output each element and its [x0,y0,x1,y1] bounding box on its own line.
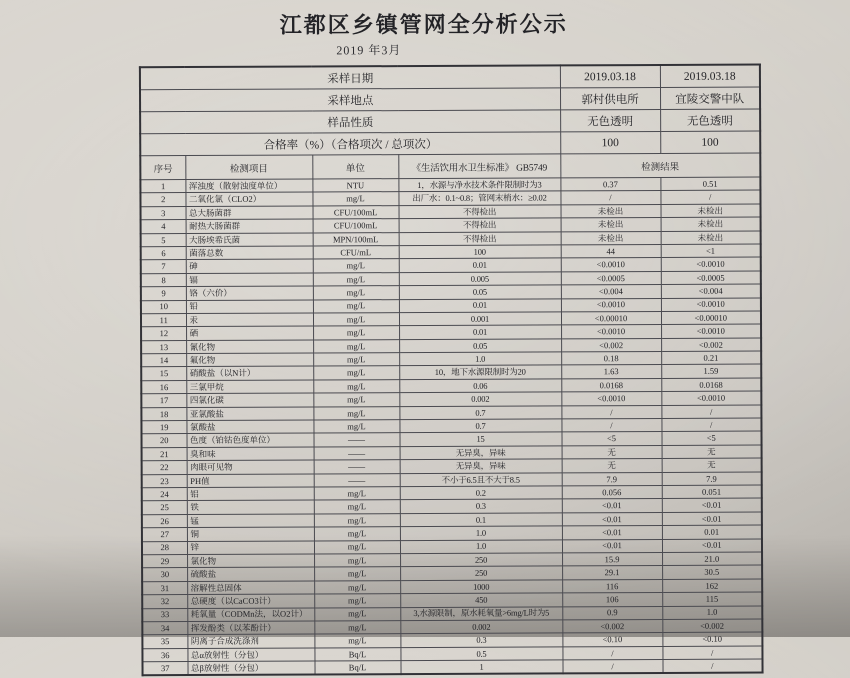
document-title: 江都区乡镇管网全分析公示 [279,11,568,38]
row-no: 10 [141,300,186,314]
info-label: 样品性质 [140,110,560,134]
unit-value: NTU [312,179,398,193]
standard-value: 1，水源与净水技术条件限制时为3 [398,178,560,192]
unit-value: mg/L [314,487,400,501]
row-no: 13 [141,340,186,354]
standard-value: 0.01 [399,325,561,339]
result-value-2: 未检出 [661,231,761,245]
document-subtitle: 2019 年3月 [336,43,402,58]
standard-value: 0.01 [399,258,561,272]
result-value-1: <0.01 [562,499,662,513]
info-value-1: 无色透明 [560,109,660,131]
standard-value: 250 [400,553,562,567]
standard-value: 100 [399,245,561,259]
row-no: 16 [141,380,186,394]
result-value-1: <0.002 [561,338,661,352]
row-no: 12 [141,327,186,341]
item-name: 溶解性总固体 [187,581,314,595]
standard-value: 0.3 [400,499,562,513]
standard-value: 0.01 [399,298,561,312]
row-no: 34 [142,621,187,635]
analysis-table-body [140,177,762,676]
unit-value: MPN/100mL [313,232,399,246]
info-row-sample-date [140,65,760,90]
result-value-1: <0.0010 [561,258,661,272]
unit-value: —— [314,460,400,474]
row-no: 36 [142,648,187,662]
item-name: 三氯甲烷 [186,380,313,394]
standard-value: 0.1 [400,513,562,527]
result-value-1: / [560,191,660,205]
info-value-2: 无色透明 [660,109,760,131]
result-value-1: 106 [562,593,662,607]
info-value-2: 2019.03.18 [660,65,760,88]
result-value-1: <0.00010 [561,311,661,325]
item-name: 氯酸盐 [186,420,313,434]
item-name: 铝 [187,487,314,501]
unit-value: Bq/L [314,661,400,675]
row-no: 8 [141,273,186,287]
result-value-1: <5 [561,432,661,446]
item-name: 肉眼可见物 [187,460,314,474]
item-name: 硝酸盐（以N计） [186,366,313,380]
unit-value: mg/L [313,272,399,286]
result-value-2: 21.0 [662,552,762,566]
info-row-pass-rate [140,131,760,156]
item-name: 亚氯酸盐 [186,407,313,421]
result-value-1: <0.002 [562,619,662,633]
result-value-1: 0.37 [560,177,660,191]
result-value-2: / [661,405,761,419]
result-value-1: / [561,419,661,433]
item-name: 四氯化碳 [186,393,313,407]
item-name: 臭和味 [187,447,314,461]
result-value-1: <0.01 [562,512,662,526]
result-value-2: <0.002 [661,338,761,352]
result-value-2: 0.01 [662,525,762,539]
result-value-2: 0.051 [662,485,762,499]
item-name: 总大肠菌群 [186,206,313,220]
result-value-1: 0.056 [562,485,662,499]
item-name: 砷 [186,259,313,273]
result-value-2: <0.01 [662,512,762,526]
unit-value: mg/L [314,634,400,648]
standard-value: 0.05 [399,285,561,299]
unit-value: mg/L [314,500,400,514]
unit-value: mg/L [313,353,399,367]
item-name: 铅 [186,300,313,314]
row-no: 26 [142,514,187,528]
unit-value: mg/L [313,299,399,313]
unit-value: CFU/mL [313,246,399,260]
unit-value: mg/L [314,580,400,594]
result-value-2: <0.00010 [661,311,761,325]
standard-value: 250 [400,566,562,580]
standard-value: 不得检出 [399,205,561,219]
standard-value: 无异臭，异味 [400,459,562,473]
row-no: 31 [142,581,187,595]
result-value-1: <0.01 [562,526,662,540]
row-no: 22 [142,461,187,475]
result-value-1: 无 [562,459,662,473]
row-no: 23 [142,474,187,488]
standard-value: 不得检出 [399,218,561,232]
standard-value: 0.3 [400,633,562,647]
unit-value: —— [314,433,400,447]
standard-value: 0.5 [400,647,562,661]
row-no: 33 [142,608,187,622]
unit-value: mg/L [314,621,400,635]
result-value-1: / [562,660,662,674]
row-no: 6 [141,246,186,260]
result-value-2: 162 [662,579,762,593]
row-no: 15 [141,367,186,381]
result-value-1: <0.0010 [561,298,661,312]
result-value-2: 1.0 [662,606,762,620]
row-no: 19 [141,421,186,435]
standard-value: 0.06 [399,379,561,393]
unit-value: —— [314,473,400,487]
result-value-2: / [661,418,761,432]
info-value-2: 100 [660,131,760,153]
result-value-1: 15.9 [562,552,662,566]
item-name: 铬（六价） [186,286,313,300]
result-value-2: 0.51 [660,177,760,191]
result-value-2: <0.0010 [661,324,761,338]
standard-value: 出厂水：0.1~0.8；管网末梢水：≥0.02 [398,191,560,205]
result-value-2: <0.01 [662,498,762,512]
result-value-1: 未检出 [561,218,661,232]
unit-value: —— [314,446,400,460]
standard-value: 3,水源限制，原水耗氧量>6mg/L时为5 [400,606,562,620]
info-value-1: 100 [560,131,660,153]
result-value-1: 1.63 [561,365,661,379]
row-no: 17 [141,394,186,408]
header-row [140,153,760,180]
result-value-1: 0.18 [561,352,661,366]
standard-value: 0.002 [400,620,562,634]
unit-value: mg/L [313,366,399,380]
standard-value: 无异臭，异味 [400,446,562,460]
result-value-2: 0.21 [661,351,761,365]
unit-value: Bq/L [314,647,400,661]
result-value-1: <0.01 [562,539,662,553]
row-no: 30 [142,568,187,582]
result-value-1: 无 [562,445,662,459]
row-no: 4 [141,220,186,234]
result-value-2: <0.0010 [661,391,761,405]
col-header-standard: 《生活饮用水卫生标准》 GB5749 [398,154,560,179]
standard-value: 10，地下水源限制时为20 [399,365,561,379]
standard-value: 1.0 [400,526,562,540]
item-name: 硫酸盐 [187,567,314,581]
result-value-2: <0.0010 [661,257,761,271]
item-name: 铜 [187,527,314,541]
row-no: 18 [141,407,186,421]
result-value-2: / [660,190,760,204]
standard-value: 1.0 [400,539,562,553]
result-value-2: 30.5 [662,565,762,579]
standard-value: 0.2 [400,486,562,500]
result-value-1: <0.0010 [561,392,661,406]
row-no: 27 [142,528,187,542]
info-row-sample-location [140,87,760,112]
unit-value: mg/L [314,513,400,527]
result-value-2: / [662,659,762,673]
standard-value: 0.005 [399,272,561,286]
result-value-2: <0.0005 [661,271,761,285]
result-value-1: 0.9 [562,606,662,620]
row-no: 7 [141,260,186,274]
standard-value: 0.7 [399,406,561,420]
standard-value: 0.7 [399,419,561,433]
col-header-unit: 单位 [312,155,398,179]
item-name: 氟化物 [186,353,313,367]
row-no: 11 [141,313,186,327]
result-value-1: / [562,646,662,660]
unit-value: mg/L [312,192,398,206]
item-name: 挥发酚类（以苯酚计） [187,621,314,635]
result-value-2: 115 [662,592,762,606]
row-no: 1 [140,180,185,194]
unit-value: mg/L [314,607,400,621]
info-value-2: 宜陵交警中队 [660,87,760,109]
standard-value: 不得检出 [399,231,561,245]
row-no: 3 [141,206,186,220]
result-value-2: 无 [662,458,762,472]
unit-value: CFU/100mL [313,205,399,219]
unit-value: mg/L [313,326,399,340]
item-name: 氯化物 [187,554,314,568]
item-name: 总硬度（以CaCO3计） [187,594,314,608]
item-name: 锰 [187,514,314,528]
result-value-1: / [561,405,661,419]
item-name: 菌落总数 [186,246,313,260]
result-value-1: 未检出 [561,204,661,218]
result-value-2: <0.10 [662,632,762,646]
row-no: 32 [142,595,187,609]
row-no: 2 [140,193,185,207]
row-no: 9 [141,287,186,301]
info-value-1: 郭村供电所 [560,87,660,109]
unit-value: mg/L [313,420,399,434]
unit-value: mg/L [313,339,399,353]
item-name: 镉 [186,273,313,287]
standard-value: 1.0 [399,352,561,366]
unit-value: CFU/100mL [313,219,399,233]
unit-value: mg/L [314,527,400,541]
info-row-sample-nature [140,109,760,134]
info-label: 采样日期 [140,65,560,89]
item-name: 浑浊度（散射浊度单位） [185,179,312,193]
result-value-1: 44 [561,244,661,258]
result-value-2: 1.59 [661,365,761,379]
item-name: 硒 [186,326,313,340]
result-value-1: <0.004 [561,285,661,299]
unit-value: mg/L [314,554,400,568]
row-no: 35 [142,635,187,649]
standard-value: 0.001 [399,312,561,326]
row-no: 14 [141,354,186,368]
result-value-2: <1 [661,244,761,258]
unit-value: mg/L [313,313,399,327]
item-name: 阴离子合成洗涤剂 [187,634,314,648]
unit-value: mg/L [313,406,399,420]
item-name: 总β放射性（分包） [187,661,314,675]
info-label: 采样地点 [140,88,560,112]
result-value-1: 116 [562,579,662,593]
row-no: 37 [142,662,187,676]
table-row [142,659,762,676]
unit-value: mg/L [314,594,400,608]
item-name: 色度（铂钴色度单位） [187,433,314,447]
item-name: 铁 [187,500,314,514]
result-value-2: 7.9 [662,472,762,486]
unit-value: mg/L [313,259,399,273]
unit-value: mg/L [313,379,399,393]
result-value-2: 未检出 [661,204,761,218]
standard-value: 450 [400,593,562,607]
standard-value: 1000 [400,580,562,594]
row-no: 20 [142,434,187,448]
standard-value: 15 [399,432,561,446]
result-value-2: <5 [661,431,761,445]
result-value-1: 0.0168 [561,378,661,392]
analysis-table [139,64,764,677]
unit-value: mg/L [313,286,399,300]
info-label: 合格率（%）（合格项次 / 总项次） [140,132,560,156]
result-value-2: 无 [662,445,762,459]
result-value-2: / [662,646,762,660]
unit-value: mg/L [314,540,400,554]
result-value-2: 未检出 [661,217,761,231]
result-value-1: 7.9 [562,472,662,486]
row-no: 29 [142,554,187,568]
row-no: 21 [142,447,187,461]
standard-value: 0.002 [399,392,561,406]
col-header-results: 检测结果 [560,153,760,178]
result-value-1: <0.0010 [561,325,661,339]
result-value-1: <0.10 [562,633,662,647]
result-value-1: 29.1 [562,566,662,580]
item-name: 锌 [187,541,314,555]
unit-value: mg/L [314,567,400,581]
item-name: 耗氧量（CODMn法，以O2计） [187,607,314,621]
item-name: PH值 [187,474,314,488]
standard-value: 1 [400,660,562,675]
standard-value: 0.05 [399,339,561,353]
unit-value: mg/L [313,393,399,407]
row-no: 5 [141,233,186,247]
item-name: 总α放射性（分包） [187,648,314,662]
item-name: 耐热大肠菌群 [186,219,313,233]
standard-value: 不小于6.5且不大于8.5 [400,472,562,486]
item-name: 氰化物 [186,340,313,354]
result-value-1: 未检出 [561,231,661,245]
col-header-item: 检测项目 [185,155,312,180]
row-no: 24 [142,488,187,502]
result-value-2: <0.0010 [661,298,761,312]
col-header-no: 序号 [140,156,185,180]
item-name: 大肠埃希氏菌 [186,233,313,247]
row-no: 25 [142,501,187,515]
item-name: 二氧化氯（CLO2） [185,192,312,206]
item-name: 汞 [186,313,313,327]
row-no: 28 [142,541,187,555]
result-value-2: 0.0168 [661,378,761,392]
result-value-2: <0.004 [661,284,761,298]
result-value-1: <0.0005 [561,271,661,285]
result-value-2: <0.01 [662,539,762,553]
result-value-2: <0.002 [662,619,762,633]
info-value-1: 2019.03.18 [560,65,660,88]
